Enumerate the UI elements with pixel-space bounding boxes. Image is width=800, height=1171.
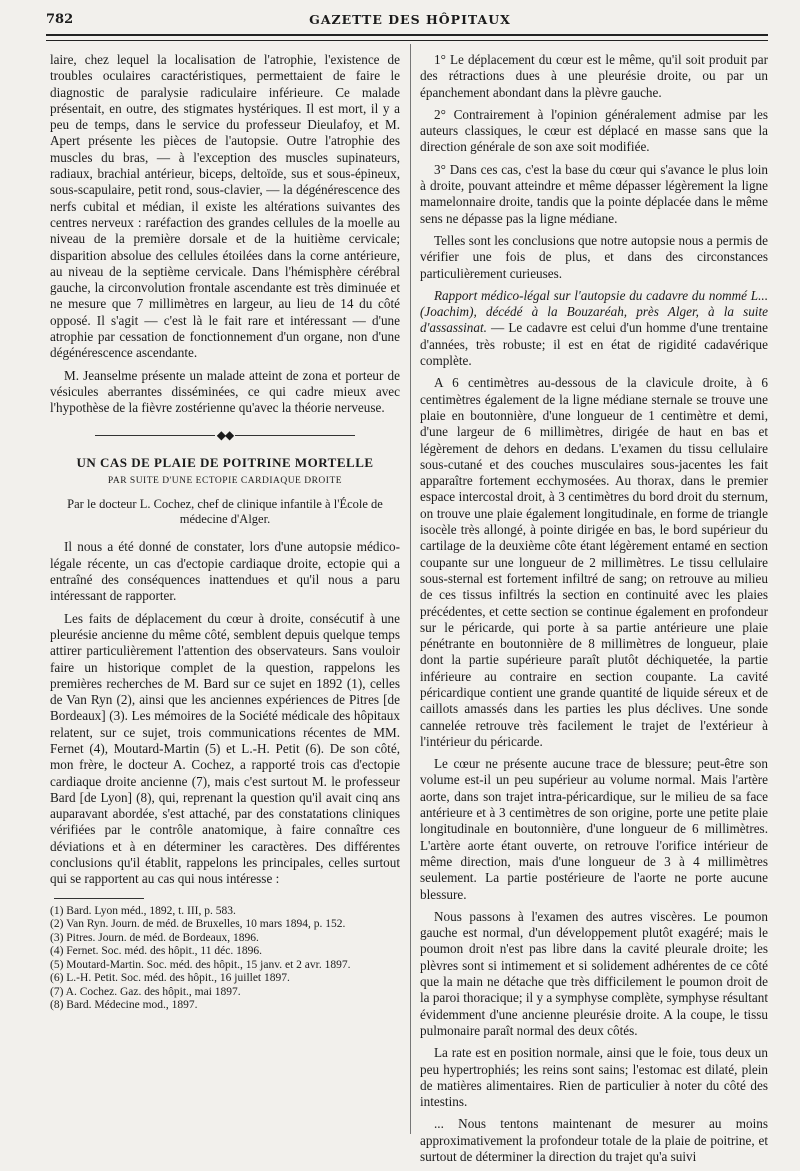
article-title: UN CAS DE PLAIE DE POITRINE MORTELLE (76, 454, 374, 470)
footnote: (6) L.-H. Petit. Soc. méd. des hôpit., 16 juillet 1897. (50, 972, 290, 985)
paragraph-intro: Il nous a été donné de constater, lors d'une autopsie médico-légale récente, un cas d'ectopie cardiaque droite, ectopie qui a entraîné des conséquences inattendues et qu'il nous a paru intéressant de rapporter. (50, 539, 400, 604)
conclusion-1: 1° Le déplacement du cœur est le même, qu'il soit produit par des rétractions dues à une pleurésie droite, ou par un épanchement abondant dans la plèvre gauche. (420, 52, 768, 100)
column-divider (410, 44, 411, 1134)
paragraph-heart-aorta: Le cœur ne présente aucune trace de blessure; peut-être son volume est-il un peu supérieur au volume normal. Mais l'artère aorte, dans son trajet intra-péricardique, sur le milieu de sa face antérieure et à 3 centimètres de son origine, porte une petite plaie longitudinale en boutonnière, d'une longueur de 6 millimètres. L'artère aorte étant ouverte, on retrouve l'orifice intérieur de même direction, mais d'une longueur de 3 à 4 millimètres seulement. La partie postérieure de l'aorte ne porte aucune blessure. (420, 756, 768, 902)
paragraph-wound-depth: ... Nous tentons maintenant de mesurer au moins approximativement la profondeur totale de la plaie de poitrine, et surtout de déterminer la direction du trajet qu'a suivi (420, 1116, 768, 1164)
footnote: (8) Bard. Médecine mod., 1897. (50, 999, 198, 1012)
running-title: GAZETTE DES HÔPITAUX (309, 12, 511, 27)
footnote: (4) Fernet. Soc. méd. des hôpit., 11 déc. 1896. (50, 945, 262, 958)
header-rule-thin (46, 40, 768, 41)
paragraph-zona-case: M. Jeanselme présente un malade atteint de zona et porteur de vésicules aberrantes disséminées, ce qui cadre mieux avec l'hypothèse de la fièvre zostérienne qu'avec la théorie nerveuse. (50, 367, 400, 416)
paragraph-other-organs: La rate est en position normale, ainsi que le foie, tous deux un peu hypertrophiés; les reins sont sains; l'estomac est dilaté, plein de matières alimentaires. Rien de particulier à noter du côté des intestins. (420, 1045, 768, 1110)
footnote: (2) Van Ryn. Journ. de méd. de Bruxelles, 10 mars 1894, p. 152. (50, 918, 346, 931)
footnotes (50, 905, 400, 1013)
article-subtitle: PAR SUITE D'UNE ECTOPIE CARDIAQUE DROITE (107, 476, 343, 487)
report-heading: Rapport médico-légal sur l'autopsie du cadavre du nommé L... (Joachim), décédé à la Bouzaréah, près Alger, à la suite d'assassinat. (420, 287, 768, 336)
footnote-rule (54, 898, 144, 899)
paragraph-lungs: Nous passons à l'examen des autres viscères. Le poumon gauche est normal, d'un développement plutôt exagéré; mais le poumon droit n'est pas libre dans la cavité pleurale droite; les plèvres sont si intimement et si solidement adhérentes de ce côté que la main ne détache que très difficilement le poumon droit de la paroi thoracique; il y a symphyse complète, symphyse résultant évidemment d'une ancienne pleurésie droite. A la coupe, le tissu pulmonaire paraît normal des deux côtés. (420, 908, 768, 1038)
left-column (50, 52, 400, 1013)
paragraph-wound-description: A 6 centimètres au-dessous de la clavicule droite, à 6 centimètres également de la ligne médiane sternale se trouve une plaie en boutonnière, d'une longueur de 1 centimètre et demi, d'une largeur de 6 millimètres, dirigée de haut en bas et légèrement de dehors en dedans. L'examen du tissu cellulaire sous-cutané et des couches musculaires sous-jacentes les fait apparaître fortement ecchymosées. Au thorax, dans le premier espace intercostal droit, à 3 centimètres du bord droit du sternum, on trouve une plaie également longitudinale, en forme de triangle isocèle très allongé, à pointe dirigée en bas, le bord supérieur du cartilage de la deuxième côte étant légèrement entamé en section coupante sur une longueur de 2 millimètres. Le tissu cellulaire sous-sternal est fortement infiltré de sang; on retrouve au milieu de ces tissus infiltrés la section en continuité avec les plaies précédentes, et cette section se continue également en profondeur sur le péricarde, qui porte à sa partie antérieure une plaie pénétrante en boutonnière de 8 millimètres de longueur, plaie dont la partie supérieure paraît plutôt déchiquetée, la partie inférieure au contraire en section coupante. La cavité péricardique contient une grande quantité de liquide séreux et de caillots amassés dans les parties les plus déclives. Une sonde cannelée retrouve très facilement le trajet de l'extérieur à l'intérieur du péricarde. (420, 375, 768, 749)
report-body: — Le cadavre est celui d'un homme d'une trentaine d'années, très robuste; il est en état de rigidité cadavérique complète. (420, 320, 768, 369)
conclusion-2: 2° Contrairement à l'opinion généralement admise par les auteurs classiques, le cœur est déplacé en masse sans que la direction générale de son axe soit modifiée. (420, 106, 768, 155)
conclusions-summary: Telles sont les conclusions que notre autopsie nous a permis de vérifier une fois de plus, et dans des circonstances particulièrement curieuses. (420, 232, 768, 281)
footnote: (1) Bard. Lyon méd., 1892, t. III, p. 583. (50, 904, 236, 917)
right-column (420, 52, 768, 1171)
section-ornament: ◆◆ (50, 427, 400, 443)
report-paragraph (420, 288, 768, 369)
conclusion-3: 3° Dans ces cas, c'est la base du cœur qui s'avance le plus loin à droite, pouvant atteindre et même dépasser légèrement la ligne mamelonnaire droite, tandis que la pointe déplacée dans le même sens ne dépasse pas la ligne médiane. (420, 161, 768, 226)
header-rule-thick (46, 34, 768, 36)
article-byline: Par le docteur L. Cochez, chef de clinique infantile à l'École de médecine d'Alger. (67, 497, 383, 527)
paragraph-atrophy-case: laire, chez lequel la localisation de l'atrophie, l'existence de troubles oculaires caractéristiques, permettaient de faire le diagnostic de paralysie radiculaire inférieure. Ce malade présentait, en outre, des stigmates hystériques. Il est mort, il y a peu de temps, dans le service du professeur Dieulafoy, et M. Apert présente les pièces de l'autopsie. Outre l'atrophie des muscles du bras, — à l'exception des muscles supinateurs, radiaux, brachial antérieur, biceps, deltoïde, sus et sous-épineux, sous-scapulaire, petit rond, sous-clavier, — la dégénérescence des nerfs cubital et médian, il existe les altérations suivantes des centres nerveux : raréfaction des grandes cellules de la moelle au niveau de la première dorsale et de la huitième cervicale; disparition absolue des cellules étoilées dans la corne antérieure, au niveau de la septième cervicale. Dans l'hémisphère cérébral gauche, la circonvolution frontale ascendante est très diminuée et ne mesure que 7 millimètres en largeur, au lieu de 14 du côté opposé. Il s'agit — c'est là le fait rare et intéressant — d'une atrophie par cessation de fonctionnement d'un organe, non d'une dégénérescence ascendante. (50, 52, 400, 361)
footnote: (3) Pitres. Journ. de méd. de Bordeaux, 1896. (50, 931, 259, 944)
footnote: (5) Moutard-Martin. Soc. méd. des hôpit., 15 janv. et 2 avr. 1897. (50, 958, 351, 971)
page-number: 782 (46, 12, 74, 27)
paragraph-history: Les faits de déplacement du cœur à droite, consécutif à une pleurésie ancienne du même côté, semblent depuis quelque temps attirer particulièrement l'attention des observateurs. Sans vouloir faire un historique complet de la question, rappelons les premières recherches de M. Bard sur ce sujet en 1892 (1), celles de Van Ryn (2), ainsi que les anciennes expériences de Pitres [de Bordeaux] (3). Les mémoires de la Société médicale des hôpitaux relatent, sur ce sujet, trois communications récentes de MM. Fernet (4), Moutard-Martin (5) et L.-H. Petit (6). De son côté, mon frère, le docteur A. Cochez, a rapporté trois cas d'ectopie cardiaque droite ancienne (7), mais c'est surtout M. le professeur Bard [de Lyon] (8), qui, reprenant la question qu'il avait cinq ans auparavant abordée, s'est attaché, par des constatations cliniques vérifiées par le contrôle anatomique, à faire connaître ces déviations et à en déterminer les caractères. Des différentes conclusions qu'il établit, rappelons les principales, celles surtout qui se rapportent au cas qui nous intéresse : (50, 610, 400, 887)
footnote: (7) A. Cochez. Gaz. des hôpit., mai 1897. (50, 985, 241, 998)
